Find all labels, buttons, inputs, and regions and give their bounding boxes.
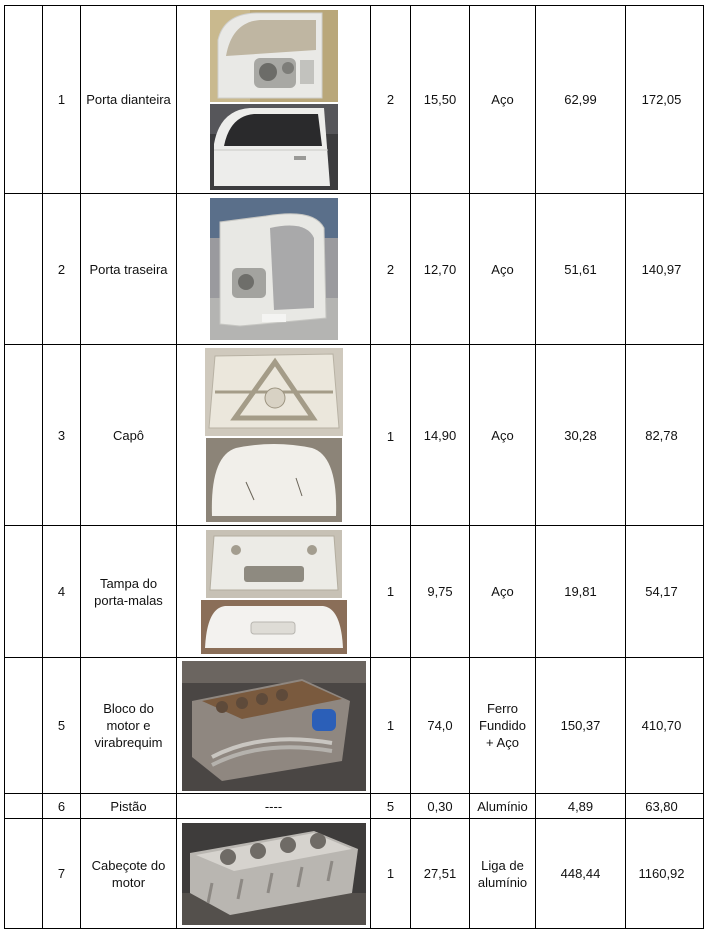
door-inner-photo <box>210 10 338 102</box>
value-b: 410,70 <box>626 658 704 794</box>
hood-inner-photo <box>205 348 343 436</box>
photo-cell <box>177 194 371 345</box>
photo-cell <box>177 526 371 658</box>
trunk-lid-inner-photo <box>206 530 342 598</box>
component-name-line: Cabeçote do <box>91 857 166 873</box>
component-name-line: porta-malas <box>94 592 163 608</box>
material-line: Fundido <box>479 718 526 733</box>
item-number: 4 <box>43 526 81 658</box>
table-row <box>5 526 704 658</box>
material-line: Ferro <box>486 701 519 716</box>
component-name-line: motor <box>111 874 146 890</box>
component-name <box>81 658 177 794</box>
table-row <box>5 819 704 929</box>
quantity-value: 1 <box>371 819 411 929</box>
mass-value: 0,30 <box>411 794 470 819</box>
table-row <box>5 794 704 819</box>
quantity-value: 5 <box>371 794 411 819</box>
quantity-value: 2 <box>371 6 411 194</box>
mass-value: 12,70 <box>411 194 470 345</box>
row-index-cell <box>5 194 43 345</box>
value-a: 4,89 <box>536 794 626 819</box>
mass-value: 27,51 <box>411 819 470 929</box>
material-value: Alumínio <box>470 794 536 819</box>
item-number: 3 <box>43 345 81 526</box>
material-value: Aço <box>470 345 536 526</box>
row-index-cell <box>5 819 43 929</box>
value-a: 19,81 <box>536 526 626 658</box>
hood-outer-photo <box>206 438 342 522</box>
mass-value: 9,75 <box>411 526 470 658</box>
photo-cell <box>177 345 371 526</box>
row-index-cell <box>5 6 43 194</box>
value-a: 150,37 <box>536 658 626 794</box>
component-name-line: Bloco do <box>103 701 154 716</box>
value-b: 63,80 <box>626 794 704 819</box>
value-b: 1160,92 <box>626 819 704 929</box>
rear-door-photo <box>210 198 338 340</box>
table-row <box>5 658 704 794</box>
cylinder-head-photo <box>182 823 366 925</box>
mass-value: 74,0 <box>411 658 470 794</box>
value-a: 51,61 <box>536 194 626 345</box>
component-name-line: Tampa do <box>99 575 158 591</box>
value-b: 54,17 <box>626 526 704 658</box>
component-name <box>81 526 177 658</box>
component-name: Capô <box>81 345 177 526</box>
quantity-value: 1 <box>371 658 411 794</box>
quantity-value: 1 <box>371 345 411 526</box>
photo-cell <box>177 658 371 794</box>
item-number: 5 <box>43 658 81 794</box>
value-a: 30,28 <box>536 345 626 526</box>
component-name-line: virabrequim <box>94 735 163 750</box>
trunk-lid-outer-photo <box>201 600 347 654</box>
item-number: 7 <box>43 819 81 929</box>
row-index-cell <box>5 794 43 819</box>
material-line: Liga de <box>481 857 524 873</box>
component-name <box>81 819 177 929</box>
row-index-cell <box>5 658 43 794</box>
photo-cell <box>177 6 371 194</box>
table-row <box>5 6 704 194</box>
photo-placeholder: ---- <box>177 794 371 819</box>
item-number: 1 <box>43 6 81 194</box>
engine-block-photo <box>182 661 366 791</box>
value-a: 62,99 <box>536 6 626 194</box>
table-row <box>5 194 704 345</box>
photo-cell <box>177 819 371 929</box>
component-name: Pistão <box>81 794 177 819</box>
mass-value: 15,50 <box>411 6 470 194</box>
component-name: Porta dianteira <box>81 6 177 194</box>
material-line: + Aço <box>486 735 519 750</box>
value-b: 82,78 <box>626 345 704 526</box>
value-b: 140,97 <box>626 194 704 345</box>
value-b: 172,05 <box>626 6 704 194</box>
table-row <box>5 345 704 526</box>
row-index-cell <box>5 526 43 658</box>
material-value <box>470 819 536 929</box>
item-number: 2 <box>43 194 81 345</box>
material-value <box>470 658 536 794</box>
material-line: alumínio <box>477 874 528 890</box>
item-number: 6 <box>43 794 81 819</box>
quantity-value: 1 <box>371 526 411 658</box>
quantity-value: 2 <box>371 194 411 345</box>
component-name: Porta traseira <box>81 194 177 345</box>
material-value: Aço <box>470 526 536 658</box>
component-name-line: motor e <box>106 718 151 733</box>
parts-table <box>4 5 704 929</box>
door-outer-photo <box>210 104 338 190</box>
mass-value: 14,90 <box>411 345 470 526</box>
value-a: 448,44 <box>536 819 626 929</box>
material-value: Aço <box>470 194 536 345</box>
row-index-cell <box>5 345 43 526</box>
material-value: Aço <box>470 6 536 194</box>
